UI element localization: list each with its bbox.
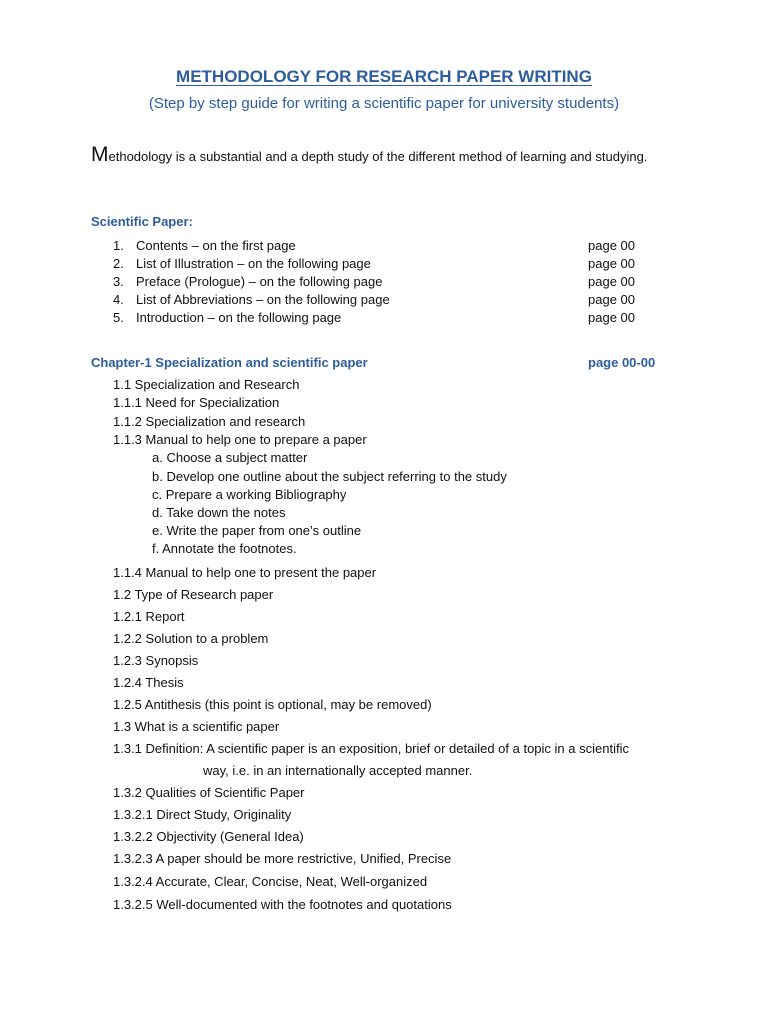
toc-item-page: page 00 <box>588 256 635 271</box>
toc-item-number: 3. <box>113 274 124 289</box>
outline-subitem: d. Take down the notes <box>152 505 286 520</box>
outline-line: 1.3.2.2 Objectivity (General Idea) <box>113 829 304 844</box>
outline-line: 1.2.4 Thesis <box>113 675 184 690</box>
outline-line: 1.3.2.1 Direct Study, Originality <box>113 807 292 822</box>
outline-subitem: b. Develop one outline about the subject referring to the study <box>152 469 507 484</box>
outline-line: 1.3.2.5 Well-documented with the footnotes and quotations <box>113 897 452 912</box>
document-title: METHODOLOGY FOR RESEARCH PAPER WRITING <box>176 67 592 86</box>
outline-line: 1.2.5 Antithesis (this point is optional, may be removed) <box>113 697 432 712</box>
toc-item-text: List of Abbreviations – on the following page <box>136 292 390 307</box>
outline-line: 1.1 Specialization and Research <box>113 377 300 392</box>
outline-subitem: f. Annotate the footnotes. <box>152 541 297 556</box>
document-subtitle: (Step by step guide for writing a scientific paper for university students) <box>148 95 620 112</box>
toc-item <box>0 310 768 328</box>
outline-line: 1.2 Type of Research paper <box>113 587 274 602</box>
toc-item <box>0 256 768 274</box>
toc-item-text: Preface (Prologue) – on the following page <box>136 274 383 289</box>
outline-subitem: c. Prepare a working Bibliography <box>152 487 347 502</box>
outline-line: 1.1.1 Need for Specialization <box>113 395 280 410</box>
outline-line: 1.2.1 Report <box>113 609 185 624</box>
outline-line: 1.3.2 Qualities of Scientific Paper <box>113 785 305 800</box>
toc-item-page: page 00 <box>588 292 635 307</box>
chapter-page-range: page 00-00 <box>588 355 656 370</box>
outline-line: 1.1.2 Specialization and research <box>113 414 306 429</box>
toc-item-text: List of Illustration – on the following page <box>136 256 371 271</box>
scientific-paper-heading: Scientific Paper: <box>91 214 193 229</box>
toc-item-text: Contents – on the first page <box>136 238 296 253</box>
outline-line: 1.3.2.3 A paper should be more restrictive, Unified, Precise <box>113 851 452 866</box>
outline-line: 1.3 What is a scientific paper <box>113 719 280 734</box>
outline-line: 1.2.2 Solution to a problem <box>113 631 269 646</box>
definition-continuation: way, i.e. in an internationally accepted manner. <box>203 763 473 778</box>
toc-item-number: 4. <box>113 292 124 307</box>
intro-text: ethodology is a substantial and a depth study of the different method of learning and studying. <box>108 149 648 164</box>
toc-item-number: 2. <box>113 256 124 271</box>
toc-item-page: page 00 <box>588 238 635 253</box>
outline-line: 1.3.1 Definition: A scientific paper is an exposition, brief or detailed of a topic in a scientific <box>113 741 629 756</box>
toc-item-page: page 00 <box>588 274 635 289</box>
toc-item-text: Introduction – on the following page <box>136 310 342 325</box>
toc-item <box>0 238 768 256</box>
toc-item-number: 5. <box>113 310 124 325</box>
toc-item <box>0 274 768 292</box>
outline-subitem: e. Write the paper from one’s outline <box>152 523 362 538</box>
chapter-heading: Chapter-1 Specialization and scientific paper <box>91 355 368 370</box>
outline-line: 1.3.2.4 Accurate, Clear, Concise, Neat, Well-organized <box>113 874 428 889</box>
outline-subitem: a. Choose a subject matter <box>152 450 308 465</box>
toc-item-number: 1. <box>113 238 124 253</box>
intro-drop-letter: M <box>91 143 109 166</box>
outline-line: 1.1.4 Manual to help one to present the paper <box>113 565 377 580</box>
outline-line: 1.2.3 Synopsis <box>113 653 199 668</box>
outline-line: 1.1.3 Manual to help one to prepare a paper <box>113 432 367 447</box>
intro-paragraph <box>91 144 691 167</box>
toc-item-page: page 00 <box>588 310 635 325</box>
toc-item <box>0 292 768 310</box>
